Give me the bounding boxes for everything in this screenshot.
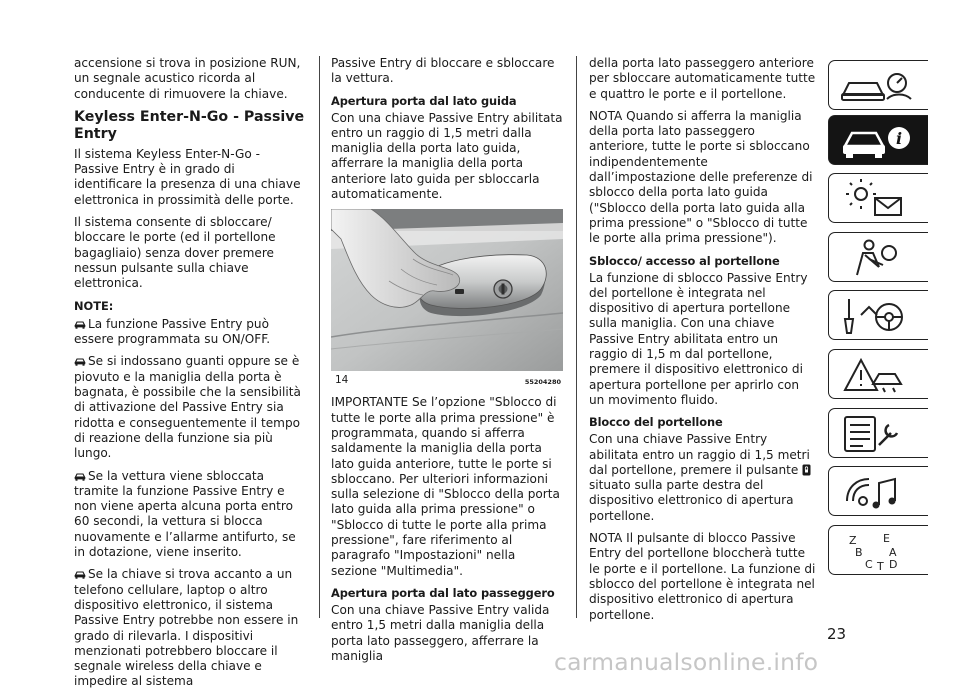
car-dashboard-icon [839, 65, 919, 107]
tab-index[interactable] [828, 525, 928, 575]
door-handle-photo [331, 209, 563, 371]
lights-message-icon [839, 178, 919, 220]
alphabet-index-icon [839, 530, 919, 572]
column-middle [331, 56, 563, 671]
svg-text:Z: Z [849, 534, 857, 547]
svg-text:T: T [877, 560, 884, 572]
car-bullet-icon [74, 472, 86, 481]
svg-text:B: B [855, 546, 863, 559]
tab-getting-to-know-vehicle[interactable] [828, 115, 928, 165]
paragraph: IMPORTANTE Se l’opzione "Sblocco di tutte le porte alla prima pressione" è programmata, quando si afferra saldamente la maniglia della porta lato guida anteriore, tutte le porte si sbloccano. Per ulteriori informazioni sulla selezione di "Sblocco della porta lato guida alla prima pressione" o "Sblocco di tutte le porte alla prima pressione", fare riferimento al paragrafo "Impostazioni" nella sezione "Multimedia". [331, 395, 560, 578]
car-info-icon [839, 120, 919, 162]
svg-text:i: i [895, 129, 903, 148]
paragraph: della porta lato passeggero anteriore per sbloccare automaticamente tutte e quattro le porte e il portellone. [589, 56, 816, 101]
note-item: Se la chiave si trova accanto a un telefono cellulare, laptop o altro dispositivo elettronico, il sistema Passive Entry potrebbe non essere in grado di rilevarla. I dispositivi menzionati potrebbero bloccare il segnale wireless della chiave e impedire al sistema [74, 567, 299, 689]
paragraph: NOTA Il pulsante di blocco Passive Entry del portellone bloccherà tutte le porte e il portellone. La funzione di sblocco del portellone è integrata nel dispositivo elettronico di apertura portellone. [589, 531, 816, 622]
figure-caption [331, 373, 563, 389]
paragraph: accensione si trova in posizione RUN, un segnale acustico ricorda al conducente di rimuovere la chiave. [74, 56, 301, 101]
page-number: 23 [827, 625, 847, 643]
subheading: Apertura porta dal lato guida [331, 93, 517, 108]
column-divider [576, 56, 577, 618]
airbag-seat-icon [839, 237, 919, 279]
paragraph: Il sistema Keyless Enter-N-Go - Passive Entry è in grado di identificare la presenza di una chiave elettronica in prossimità delle porte. [74, 146, 301, 207]
multimedia-icon [839, 471, 919, 513]
column-divider [319, 56, 320, 618]
car-bullet-icon [74, 357, 86, 366]
car-bullet-icon [74, 320, 86, 329]
svg-text:C: C [865, 558, 873, 571]
subheading: Apertura porta dal lato passeggero [331, 585, 555, 600]
svg-text:A: A [889, 546, 897, 559]
car-bullet-icon [74, 570, 86, 579]
tab-lights-messages[interactable] [828, 173, 928, 223]
notes-label: NOTE: [74, 298, 114, 313]
maintenance-list-icon [839, 413, 919, 455]
paragraph: Il sistema consente di sbloccare/ bloccare le porte (ed il portellone bagagliaio) senza dover premere nessun pulsante sulla chiave elettronica. [74, 215, 276, 291]
svg-text:D: D [889, 558, 898, 571]
paragraph: Con una chiave Passive Entry abilitata entro un raggio di 1,5 metri dal portellone, premere il pulsante situato sulla parte destra del dispositivo elettronico di apertura portellone. [589, 432, 810, 523]
tab-multimedia[interactable] [828, 466, 928, 516]
subheading: Sblocco/ accesso al portellone [589, 253, 780, 268]
watermark-text: carmanualsonline.info [554, 648, 819, 676]
tab-emergency[interactable] [828, 349, 928, 399]
paragraph: Con una chiave Passive Entry abilitata entro un raggio di 1,5 metri dalla maniglia della porta lato guida, afferrare la maniglia della porta anteriore lato guida per sbloccarla automaticamente. [331, 110, 563, 202]
lock-button-icon [802, 464, 811, 476]
figure-number: 14 [335, 374, 349, 387]
note-item: La funzione Passive Entry può essere programmata su ON/OFF. [74, 316, 271, 347]
steering-tools-icon [839, 295, 919, 337]
tab-maintenance[interactable] [828, 408, 928, 458]
paragraph: La funzione di sblocco Passive Entry del portellone è integrata nel dispositivo di apertura portellone sulla maniglia. Con una chiave Passive Entry abilitata entro un raggio di 1,5 m dal portellone, premere il dispositivo elettronico di apertura portellone per aprirlo con un movimento fluido. [589, 270, 808, 407]
subheading: Blocco del portellone [589, 415, 723, 430]
svg-text:E: E [883, 532, 890, 545]
column-left [74, 56, 306, 697]
note-item: Se si indossano guanti oppure se è piovuto e la maniglia della porta è bagnata, è possibile che la sensibilità di attivazione del Passive Entry sia ridotta e conseguentemente il tempo di reazione della funzione sia più lungo. [74, 354, 301, 461]
tab-dashboard[interactable] [828, 60, 928, 110]
tab-safety[interactable] [828, 232, 928, 282]
column-right [589, 56, 817, 630]
paragraph: Passive Entry di bloccare e sbloccare la vettura. [331, 56, 555, 86]
paragraph: NOTA Quando si afferra la maniglia della porta lato passeggero anteriore, tutte le porte si sbloccano indipendentemente dall’impostazione delle preferenze di sblocco della porta lato guida ("Sblocco della porta lato guida alla prima pressione" o "Sblocco di tutte le porte alla prima pressione"). [589, 108, 813, 246]
note-item: Se la vettura viene sbloccata tramite la funzione Passive Entry e non viene aperta alcuna porta entro 60 secondi, la vettura si blocca nuovamente e l’allarme antifurto, se in dotazione, viene inserito. [74, 468, 296, 560]
warning-road-icon [839, 354, 919, 396]
paragraph: Con una chiave Passive Entry valida entro 1,5 metri dalla maniglia della porta lato passeggero, afferrare la maniglia [331, 602, 550, 663]
section-title: Keyless Enter-N-Go - Passive Entry [74, 108, 305, 142]
tab-starting-driving[interactable] [828, 290, 928, 340]
door-handle-figure [331, 209, 563, 371]
figure-code: 55204280 [524, 378, 561, 387]
